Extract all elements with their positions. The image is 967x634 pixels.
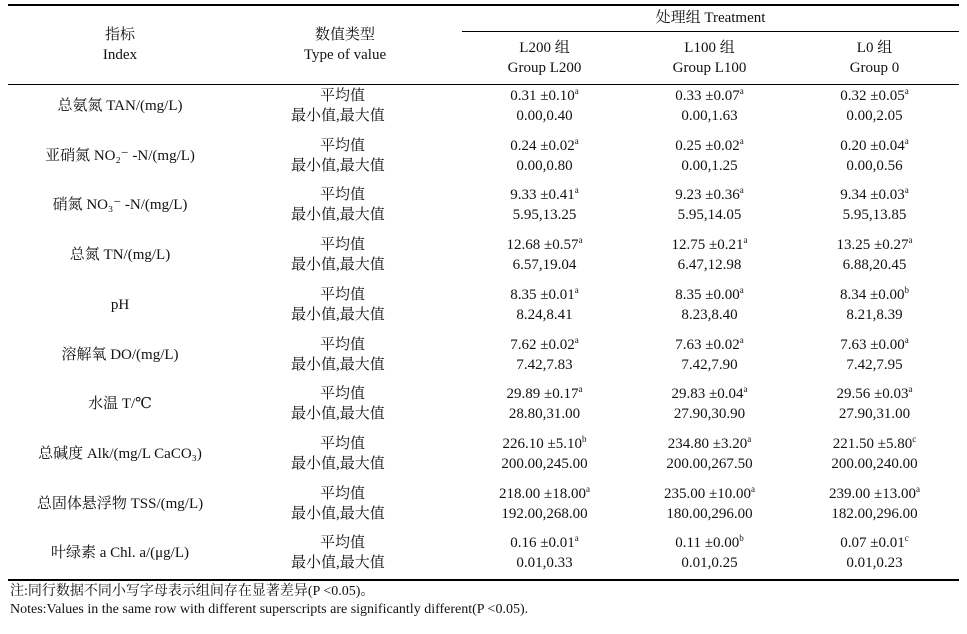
row-index-label: 溶解氧 DO/(mg/L): [61, 346, 179, 363]
mean-type-label: 平均值: [320, 535, 366, 552]
significance-letter: a: [585, 483, 590, 494]
significance-letter: a: [904, 86, 909, 96]
mean-line: [462, 185, 627, 205]
significance-letter: a: [574, 334, 579, 345]
group-header-l0: [792, 38, 957, 78]
group-l100-en: Group L100: [672, 60, 747, 76]
mean-type-label: 平均值: [320, 485, 366, 502]
mean-value: 0.24 ±0.02: [510, 137, 575, 154]
minmax-value: 0.01,0.33: [516, 555, 573, 572]
row-value-types: [260, 335, 450, 375]
minmax-value: 27.90,30.90: [673, 406, 746, 423]
minmax-value: 5.95,14.05: [677, 207, 742, 224]
minmax-type-label: 最小值,最大值: [291, 505, 385, 522]
table-cell: [627, 484, 792, 524]
minmax-value: 0.01,0.25: [681, 555, 738, 572]
minmax-value: 28.80,31.00: [508, 406, 581, 423]
mean-value: 29.56 ±0.03: [836, 386, 909, 403]
mean-line: [792, 285, 957, 305]
mean-type-label: 平均值: [320, 237, 366, 254]
mean-type-label: 平均值: [320, 137, 366, 154]
mean-value: 13.25 ±0.27: [836, 237, 909, 254]
significance-letter: a: [739, 334, 744, 345]
row-value-types: [260, 235, 450, 275]
minmax-type-label: 最小值,最大值: [291, 555, 385, 572]
table-cell: [792, 434, 957, 474]
type-header-cn: 数值类型: [314, 27, 375, 43]
mean-value: 9.33 ±0.41: [510, 187, 575, 204]
note-cn: 注:同行数据不同小写字母表示组间存在显著差异(P <0.05)。: [10, 584, 375, 599]
mean-value: 0.07 ±0.01: [840, 535, 905, 552]
mean-value: 12.75 ±0.21: [671, 237, 744, 254]
mean-line: [462, 434, 627, 454]
mean-value: 8.34 ±0.00: [840, 286, 905, 303]
mean-type-label: 平均值: [320, 88, 366, 104]
mean-line: [627, 533, 792, 553]
mean-value: 0.33 ±0.07: [675, 88, 740, 104]
significance-letter: a: [739, 185, 744, 196]
mean-line: [627, 285, 792, 305]
mean-line: [627, 86, 792, 106]
row-value-types: [260, 434, 450, 474]
mean-line: [627, 484, 792, 504]
table-cell: [627, 533, 792, 573]
group-l100-cn: L100 组: [684, 40, 735, 56]
mean-line: [627, 136, 792, 156]
significance-letter: a: [904, 334, 909, 345]
mean-value: 0.32 ±0.05: [840, 88, 905, 104]
table-cell: [792, 185, 957, 225]
row-value-types: [260, 384, 450, 424]
minmax-value: 5.95,13.85: [842, 207, 907, 224]
row-value-types: [260, 285, 450, 325]
minmax-value: 6.88,20.45: [842, 257, 907, 274]
table-cell: [462, 533, 627, 573]
mean-value: 12.68 ±0.57: [506, 237, 579, 254]
minmax-value: 0.01,0.23: [846, 555, 903, 572]
significance-letter: a: [574, 185, 579, 196]
mean-value: 0.16 ±0.01: [510, 535, 575, 552]
table-cell: [792, 235, 957, 275]
mean-value: 239.00 ±13.00: [829, 485, 916, 502]
minmax-value: 182.00,296.00: [831, 505, 918, 522]
minmax-value: 7.42,7.83: [516, 356, 573, 373]
group-l200-en: Group L200: [507, 60, 582, 76]
mean-line: [792, 533, 957, 553]
mean-value: 9.34 ±0.03: [840, 187, 905, 204]
mean-value: 29.83 ±0.04: [671, 386, 744, 403]
minmax-value: 180.00,296.00: [666, 505, 753, 522]
significance-letter: a: [739, 135, 744, 146]
mean-line: [792, 484, 957, 504]
table-cell: [792, 335, 957, 375]
mean-type-label: 平均值: [320, 435, 366, 452]
row-index-label: 叶绿素 a Chl. a/(μg/L): [50, 545, 190, 562]
significance-letter: a: [747, 433, 752, 444]
minmax-value: 0.00,0.80: [516, 157, 573, 174]
row-index-label: 总固体悬浮物 TSS/(mg/L): [36, 495, 204, 512]
mean-line: [462, 384, 627, 404]
table-cell: [627, 335, 792, 375]
minmax-value: 0.00,0.40: [516, 108, 573, 124]
table-cell: [627, 136, 792, 176]
mean-line: [792, 384, 957, 404]
table-cell: [627, 235, 792, 275]
treatment-rule: [462, 31, 959, 32]
significance-letter: a: [908, 235, 913, 246]
significance-letter: a: [574, 86, 579, 96]
mean-value: 8.35 ±0.01: [510, 286, 575, 303]
index-header: [0, 25, 240, 65]
significance-letter: a: [904, 135, 909, 146]
row-index-label: 总氨氮 TAN/(mg/L): [57, 98, 183, 114]
significance-letter: a: [908, 384, 913, 395]
group-l200-cn: L200 组: [519, 40, 570, 56]
group-header-l200: [462, 38, 627, 78]
mean-value: 226.10 ±5.10: [502, 435, 582, 452]
table-cell: [462, 484, 627, 524]
mean-line: [627, 185, 792, 205]
row-value-types: [260, 86, 450, 126]
mean-value: 8.35 ±0.00: [675, 286, 740, 303]
mean-line: [792, 185, 957, 205]
table-cell: [462, 235, 627, 275]
mean-line: [462, 136, 627, 156]
significance-letter: c: [904, 533, 909, 544]
table-cell: [792, 533, 957, 573]
significance-letter: a: [574, 135, 579, 146]
significance-letter: a: [739, 284, 744, 295]
minmax-value: 0.00,1.25: [681, 157, 738, 174]
minmax-value: 0.00,1.63: [681, 108, 738, 124]
significance-letter: a: [904, 185, 909, 196]
group-header-l100: [627, 38, 792, 78]
minmax-value: 6.47,12.98: [677, 257, 742, 274]
note-en: Notes:Values in the same row with different superscripts are significantly different(P <0.05).: [10, 602, 529, 617]
row-value-types: [260, 185, 450, 225]
header-rule: [8, 84, 959, 85]
minmax-value: 8.24,8.41: [516, 306, 573, 323]
mean-value: 221.50 ±5.80: [832, 435, 913, 452]
row-index-label: 水温 T/℃: [88, 396, 152, 413]
mean-value: 0.25 ±0.02: [675, 137, 740, 154]
mean-value: 9.23 ±0.36: [675, 187, 740, 204]
row-index-label: 总氮 TN/(mg/L): [69, 247, 171, 264]
group-l0-en: Group 0: [849, 60, 900, 76]
minmax-value: 8.21,8.39: [846, 306, 903, 323]
minmax-value: 7.42,7.90: [681, 356, 738, 373]
table-cell: [627, 384, 792, 424]
type-header: [250, 25, 440, 65]
group-l0-cn: L0 组: [856, 40, 893, 56]
minmax-value: 27.90,31.00: [838, 406, 911, 423]
treatment-header: 处理组 Treatment: [655, 10, 766, 26]
mean-line: [462, 235, 627, 255]
significance-letter: a: [578, 384, 583, 395]
minmax-value: 6.57,19.04: [512, 257, 577, 274]
row-index-label: pH: [110, 296, 130, 313]
minmax-value: 192.00,268.00: [501, 505, 588, 522]
table-cell: [462, 86, 627, 126]
table-cell: [792, 384, 957, 424]
table-cell: [792, 484, 957, 524]
mean-value: 7.63 ±0.02: [675, 336, 740, 353]
table-cell: [462, 434, 627, 474]
minmax-value: 5.95,13.25: [512, 207, 577, 224]
row-index-label: 亚硝氮 NO₂⁻ -N/(mg/L): [45, 147, 195, 164]
mean-value: 0.31 ±0.10: [510, 88, 575, 104]
minmax-value: 200.00,245.00: [501, 455, 588, 472]
mean-value: 7.63 ±0.00: [840, 336, 905, 353]
mean-type-label: 平均值: [320, 386, 366, 403]
significance-letter: a: [578, 235, 583, 246]
mean-value: 234.80 ±3.20: [667, 435, 748, 452]
significance-letter: c: [912, 433, 917, 444]
table-cell: [627, 285, 792, 325]
significance-letter: a: [743, 384, 748, 395]
minmax-type-label: 最小值,最大值: [291, 406, 385, 423]
bottom-rule: [8, 579, 959, 581]
type-header-en: Type of value: [303, 47, 387, 63]
minmax-type-label: 最小值,最大值: [291, 306, 385, 323]
mean-line: [462, 285, 627, 305]
significance-letter: a: [574, 533, 579, 544]
row-value-types: [260, 533, 450, 573]
table-cell: [462, 136, 627, 176]
minmax-type-label: 最小值,最大值: [291, 257, 385, 274]
mean-line: [792, 434, 957, 454]
significance-letter: a: [574, 284, 579, 295]
mean-value: 7.62 ±0.02: [510, 336, 575, 353]
significance-letter: b: [581, 433, 587, 444]
mean-type-label: 平均值: [320, 286, 366, 303]
mean-line: [792, 235, 957, 255]
significance-letter: b: [739, 533, 744, 544]
mean-line: [792, 335, 957, 355]
table-cell: [792, 285, 957, 325]
mean-value: 29.89 ±0.17: [506, 386, 579, 403]
index-header-cn: 指标: [104, 27, 135, 43]
minmax-type-label: 最小值,最大值: [291, 157, 385, 174]
table-cell: [627, 434, 792, 474]
mean-line: [462, 335, 627, 355]
mean-type-label: 平均值: [320, 336, 366, 353]
mean-line: [627, 335, 792, 355]
index-header-en: Index: [102, 47, 138, 63]
mean-line: [627, 235, 792, 255]
mean-value: 235.00 ±10.00: [664, 485, 751, 502]
minmax-value: 0.00,2.05: [846, 108, 903, 124]
minmax-value: 8.23,8.40: [681, 306, 738, 323]
mean-value: 218.00 ±18.00: [499, 485, 586, 502]
minmax-value: 200.00,240.00: [831, 455, 918, 472]
significance-letter: a: [743, 235, 748, 246]
significance-letter: b: [904, 284, 909, 295]
table-cell: [462, 335, 627, 375]
table-cell: [462, 384, 627, 424]
mean-line: [792, 136, 957, 156]
row-value-types: [260, 136, 450, 176]
row-value-types: [260, 484, 450, 524]
table-cell: [462, 185, 627, 225]
significance-letter: a: [750, 483, 755, 494]
significance-letter: a: [915, 483, 920, 494]
mean-line: [792, 86, 957, 106]
mean-line: [462, 533, 627, 553]
table-cell: [792, 136, 957, 176]
mean-line: [627, 384, 792, 404]
table-cell: [627, 86, 792, 126]
mean-line: [462, 86, 627, 106]
mean-type-label: 平均值: [320, 187, 366, 204]
minmax-type-label: 最小值,最大值: [291, 455, 385, 472]
mean-value: 0.20 ±0.04: [840, 137, 905, 154]
row-index-label: 总碱度 Alk/(mg/L CaCO₃): [38, 445, 202, 462]
mean-line: [462, 484, 627, 504]
mean-value: 0.11 ±0.00: [675, 535, 740, 552]
minmax-value: 0.00,0.56: [846, 157, 903, 174]
mean-line: [627, 434, 792, 454]
top-rule: [8, 4, 959, 6]
minmax-type-label: 最小值,最大值: [291, 108, 385, 124]
minmax-type-label: 最小值,最大值: [291, 356, 385, 373]
significance-letter: a: [739, 86, 744, 96]
table-cell: [627, 185, 792, 225]
row-index-label: 硝氮 NO₃⁻ -N/(mg/L): [52, 197, 188, 214]
table-cell: [462, 285, 627, 325]
minmax-type-label: 最小值,最大值: [291, 207, 385, 224]
table-cell: [792, 86, 957, 126]
minmax-value: 200.00,267.50: [666, 455, 753, 472]
minmax-value: 7.42,7.95: [846, 356, 903, 373]
